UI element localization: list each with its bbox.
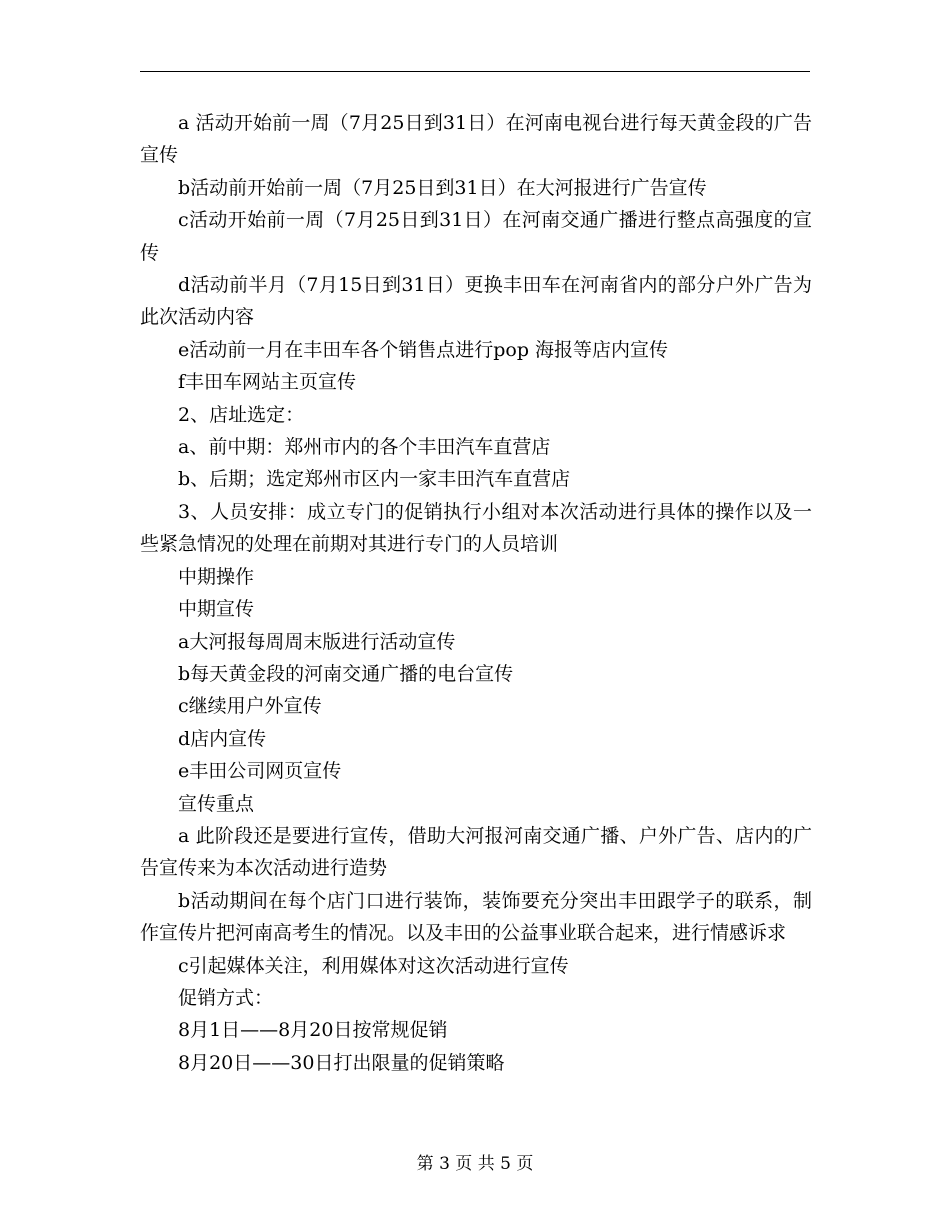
- paragraph: b每天黄金段的河南交通广播的电台宣传: [178, 662, 514, 685]
- header-rule: [140, 71, 810, 72]
- paragraph: b活动前开始前一周（7月25日到31日）在大河报进行广告宣传: [178, 176, 707, 199]
- paragraph: a 活动开始前一周（7月25日到31日）在河南电视台进行每天黄金段的广告宣传: [140, 112, 812, 167]
- paragraph: 8月20日——30日打出限量的促销策略: [178, 1051, 505, 1074]
- paragraph: c引起媒体关注，利用媒体对这次活动进行宣传: [178, 954, 569, 977]
- paragraph: 8月1日——8月20日按常规促销: [178, 1019, 448, 1042]
- paragraph: b活动期间在每个店门口进行装饰，装饰要充分突出丰田跟学子的联系，制作宣传片把河南高考生的情况。以及丰田的公益事业联合起来，进行情感诉求: [140, 889, 812, 945]
- section-heading: 中期宣传: [178, 598, 255, 621]
- section-heading: 3、人员安排：成立专门的促销执行小组对本次活动进行具体的操作以及一些紧急情况的处理在前期对其进行专门的人员培训: [140, 500, 812, 556]
- paragraph: a、前中期：郑州市内的各个丰田汽车直营店: [178, 436, 551, 459]
- paragraph: e活动前一月在丰田车各个销售点进行pop 海报等店内宣传: [178, 338, 669, 361]
- paragraph: d店内宣传: [178, 727, 267, 750]
- section-heading: 2、店址选定：: [178, 403, 305, 426]
- paragraph: d活动前半月（7月15日到31日）更换丰田车在河南省内的部分户外广告为此次活动内容: [140, 274, 812, 329]
- paragraph: a大河报每周周末版进行活动宣传: [178, 630, 456, 653]
- paragraph: f丰田车网站主页宣传: [178, 371, 357, 394]
- page-number: 第 3 页 共 5 页: [416, 1154, 534, 1174]
- section-heading: 宣传重点: [178, 792, 255, 815]
- section-heading: 促销方式：: [178, 986, 274, 1009]
- paragraph: e丰田公司网页宣传: [178, 760, 342, 783]
- paragraph: c继续用户外宣传: [178, 695, 322, 718]
- paragraph: b、后期；选定郑州市区内一家丰田汽车直营店: [178, 468, 571, 491]
- section-heading: 中期操作: [178, 565, 255, 588]
- document-body: [140, 107, 812, 1079]
- paragraph: c活动开始前一周（7月25日到31日）在河南交通广播进行整点高强度的宣传: [140, 209, 812, 264]
- paragraph: a 此阶段还是要进行宣传，借助大河报河南交通广播、户外广告、店内的广告宣传来为本次活动进行造势: [140, 824, 812, 880]
